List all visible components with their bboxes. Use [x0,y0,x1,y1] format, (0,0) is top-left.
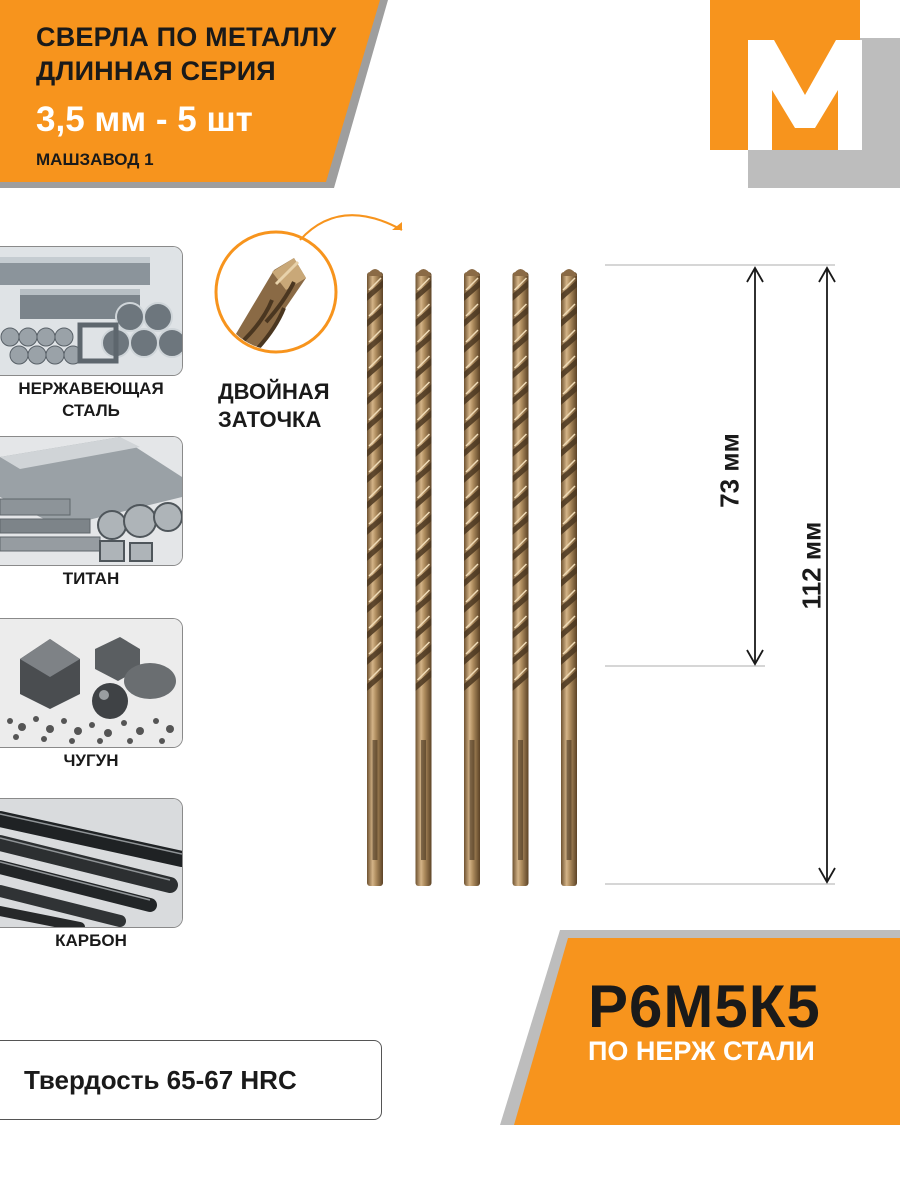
steel-profiles-image [0,247,182,375]
stainless-steel-card [0,246,183,376]
material-label-titanium: ТИТАН [62,569,120,588]
steel-subtitle: ПО НЕРЖ СТАЛИ [588,1036,815,1066]
drill-bit [464,269,480,886]
cast-iron-image [0,619,182,747]
double-sharpening-label: ДВОЙНАЯ ЗАТОЧКА [218,379,330,432]
carbon-card [0,798,183,928]
cast-iron-card [0,618,183,748]
drill-bit [561,269,577,886]
material-label-stainless: НЕРЖАВЕЮЩАЯ СТАЛЬ [18,379,164,420]
hardness-box [0,1040,382,1120]
brand-name: МАШЗАВОД 1 [36,150,154,169]
total-length-label: 112 мм [796,521,827,610]
material-label-carbon: КАРБОН [55,931,127,950]
carbon-tubes-image [0,799,182,927]
m-logo-icon [710,0,900,190]
material-label-cast-iron: ЧУГУН [63,751,119,770]
title-line2: ДЛИННАЯ СЕРИЯ [36,56,276,86]
drill-bit [367,269,383,886]
hardness-text: Твердость 65-67 HRC [24,1065,297,1095]
drill-bit [513,269,529,886]
titanium-card [0,436,183,566]
flute-length-label: 73 мм [714,433,745,508]
steel-grade: Р6М5К5 [588,973,821,1040]
drill-bit [416,269,432,886]
titanium-pipes-image [0,437,182,565]
title-line1: СВЕРЛА ПО МЕТАЛЛУ [36,22,337,52]
size-quantity: 3,5 мм - 5 шт [36,100,253,139]
